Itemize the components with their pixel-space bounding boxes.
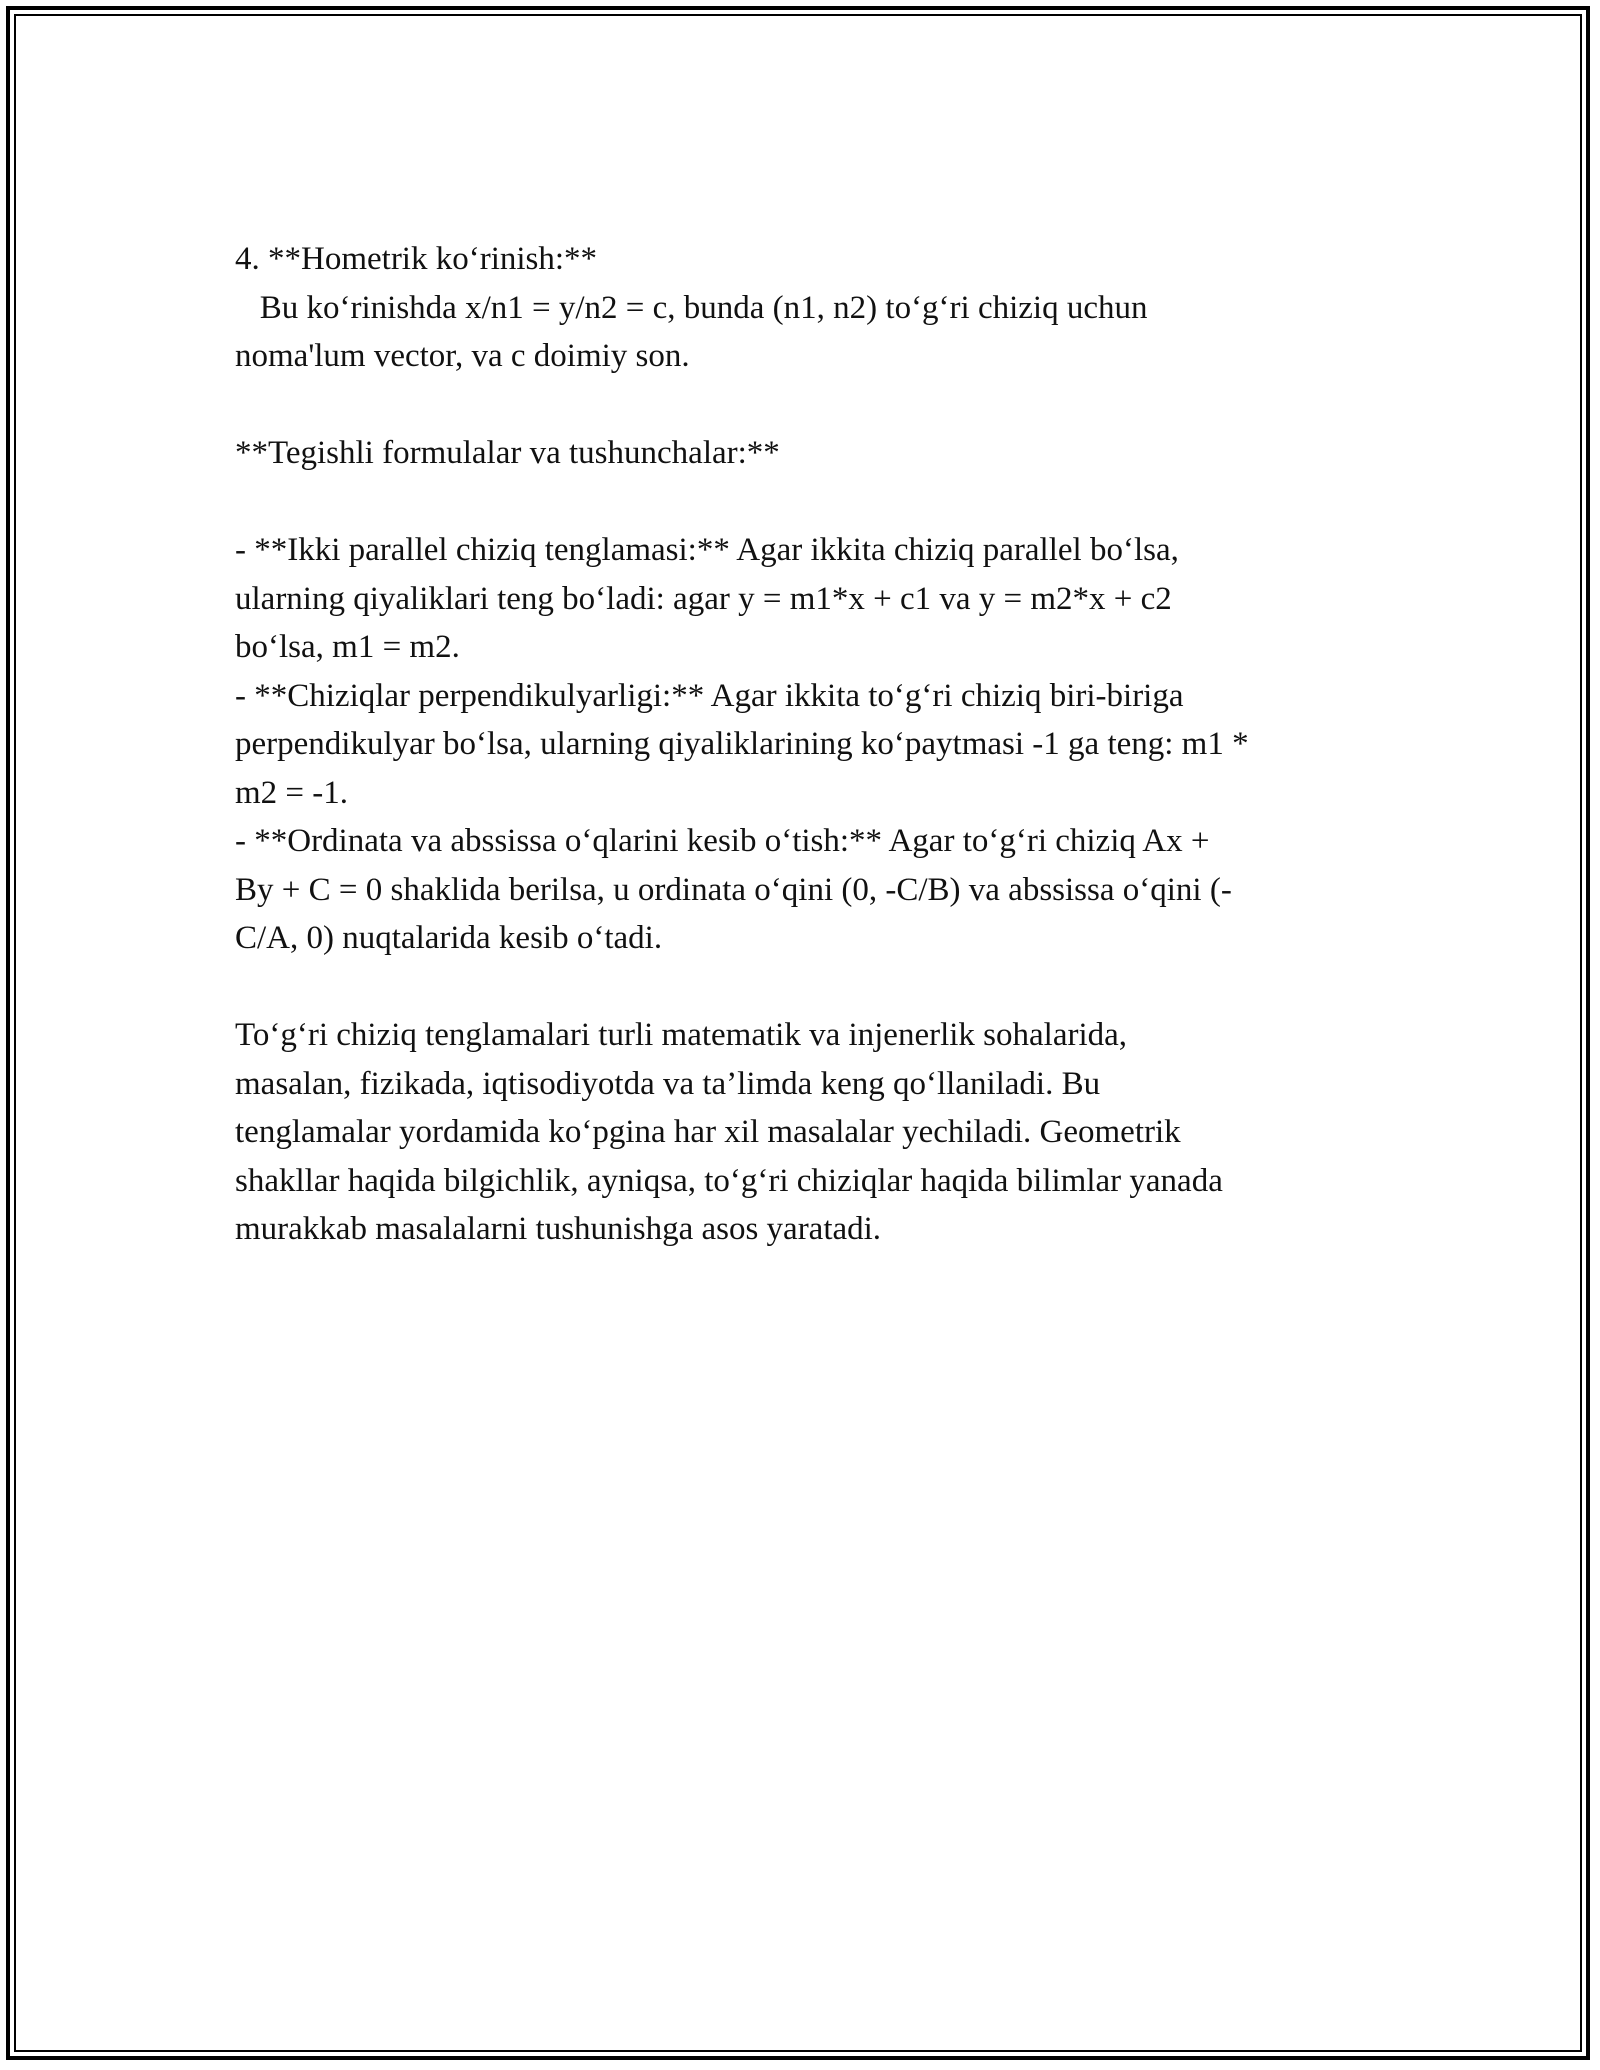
conclusion-line: shakllar haqida bilgichlik, ayniqsa, to‘g‘ri chiziqlar haqida bilimlar yanada <box>235 1162 1223 1199</box>
bullet-line: ularning qiyaliklari teng bo‘ladi: agar y = m1*x + c1 va y = m2*x + c2 <box>235 580 1172 617</box>
formulas-heading: **Tegishli formulalar va tushunchalar:** <box>235 435 780 471</box>
bullet-line: By + C = 0 shaklida berilsa, u ordinata o‘qini (0, -C/B) va abssissa o‘qini (- <box>235 871 1232 908</box>
paragraph-spacer <box>235 963 1375 1012</box>
section-text-line: Bu ko‘rinishda x/n1 = y/n2 = c, bunda (n1, n2) to‘g‘ri chiziq uchun <box>235 289 1148 326</box>
conclusion-line: murakkab masalalarni tushunishga asos yaratadi. <box>235 1211 882 1247</box>
bullet-line: m2 = -1. <box>235 774 349 811</box>
paragraph-spacer <box>235 381 1375 430</box>
section-heading: 4. **Hometrik ko‘rinish:** <box>235 241 598 277</box>
bullet-line: - **Ikki parallel chiziq tenglamasi:** Agar ikkita chiziq parallel bo‘lsa, <box>235 532 1179 568</box>
section-text-line: noma'lum vector, va c doimiy son. <box>235 338 690 374</box>
paragraph-spacer <box>235 478 1375 527</box>
bullet-line: C/A, 0) nuqtalarida kesib o‘tadi. <box>235 920 663 956</box>
bullet-line: - **Ordinata va abssissa o‘qlarini kesib o‘tish:** Agar to‘g‘ri chiziq Ax + <box>235 823 1210 859</box>
conclusion-line: tenglamalar yordamida ko‘pgina har xil masalalar yechiladi. Geometrik <box>235 1114 1181 1150</box>
bullet-line: perpendikulyar bo‘lsa, ularning qiyaliklarining ko‘paytmasi -1 ga teng: m1 * <box>235 726 1249 762</box>
document-body <box>235 235 1375 1254</box>
bullet-line: bo‘lsa, m1 = m2. <box>235 629 460 665</box>
conclusion-line: masalan, fizikada, iqtisodiyotda va ta’limda keng qo‘llaniladi. Bu <box>235 1065 1101 1102</box>
bullet-line: - **Chiziqlar perpendikulyarligi:** Agar ikkita to‘g‘ri chiziq biri-biriga <box>235 677 1184 714</box>
conclusion-line: To‘g‘ri chiziq tenglamalari turli matematik va injenerlik sohalarida, <box>235 1017 1128 1053</box>
